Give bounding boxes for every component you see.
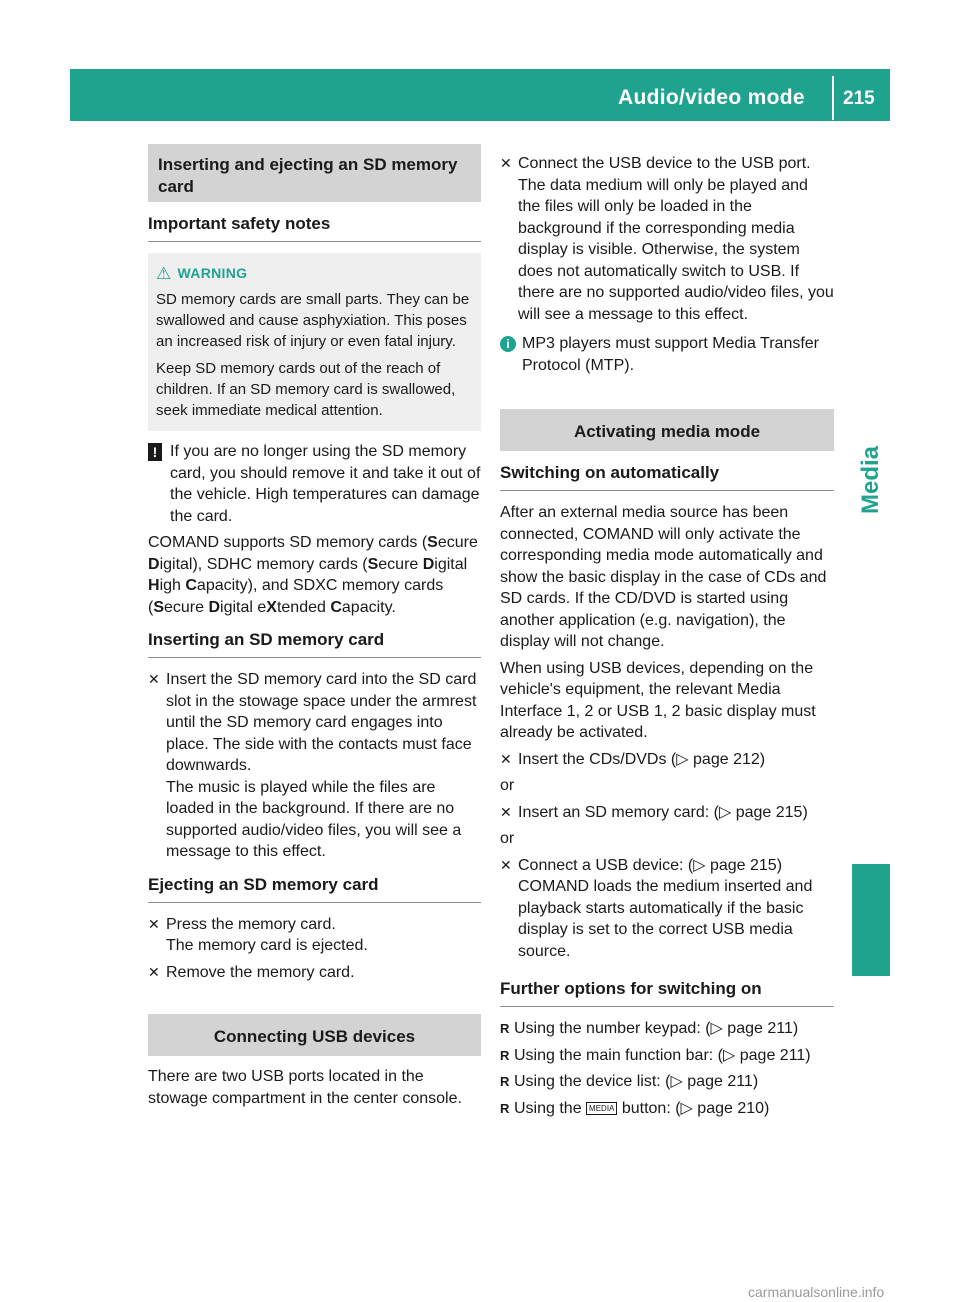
step-insert-sd-card [500, 802, 834, 824]
step-press-card [148, 914, 481, 957]
side-tab-marker [852, 864, 890, 976]
or-separator: or [500, 777, 515, 794]
heading-inserting-sd: Inserting an SD memory card [148, 629, 481, 658]
bullet-icon: R [500, 1074, 510, 1089]
heading-switching-auto: Switching on automatically [500, 462, 834, 491]
info-note-text: MP3 players must support Media Transfer Protocol (MTP). [522, 335, 820, 374]
step-arrow-icon: ✕ [148, 915, 160, 932]
info-note-mtp [500, 333, 834, 376]
page-ref-arrow-icon: ▷ [723, 1046, 736, 1064]
page-number: 215 [843, 88, 875, 109]
bullet-icon: R [500, 1100, 510, 1116]
list-item: R Using the MEDIA button: (▷ page 210) [500, 1098, 834, 1120]
page-ref-arrow-icon: ▷ [670, 1073, 683, 1090]
bullet-icon: R [500, 1047, 510, 1063]
step-connect-usb-port-text: Connect the USB device to the USB port. [518, 155, 811, 172]
page-ref-arrow-icon: ▷ [676, 750, 689, 768]
heading-safety-notes: Important safety notes [148, 213, 481, 242]
usb-ports-text: There are two USB ports located in the stowage compartment in the center console. [148, 1068, 462, 1107]
step-arrow-icon: ✕ [148, 963, 160, 980]
page-ref-arrow-icon: ▷ [718, 803, 732, 821]
warning-label: WARNING [177, 265, 248, 281]
warning-title [156, 263, 473, 284]
step-insert-cds-text: Insert the CDs/DVDs (▷ page 212) [518, 750, 766, 768]
step-insert-sd-result: The music is played while the files are loaded in the background. If there are no supported audio/video files, you will see a message to this effect. [166, 778, 462, 860]
step-remove-card-text: Remove the memory card. [166, 963, 355, 981]
warning-text-2: Keep SD memory cards out of the reach of children. If an SD memory card is swallowed, seek immediate medical attention. [156, 360, 456, 419]
step-arrow-icon: ✕ [500, 750, 512, 767]
step-remove-card [148, 962, 481, 984]
right-column [500, 153, 834, 1124]
step-press-card-result: The memory card is ejected. [166, 937, 368, 954]
page-ref-arrow-icon: ▷ [680, 1099, 693, 1117]
warning-triangle-icon: ⚠ [156, 264, 172, 283]
step-insert-sd-text: Insert the SD memory card into the SD card slot in the stowage space under the armrest until the SD memory card engages into place. The side with the contacts must face downwards. [166, 671, 477, 774]
supported-cards-paragraph: COMAND supports SD memory cards (Secure Digital), SDHC memory cards (Secure Digital High Capacity), and SDXC memory cards (Secure Digital eXtended Capacity. [148, 534, 478, 616]
step-arrow-icon: ✕ [500, 803, 512, 820]
paragraph-external-media: After an external media source has been connected, COMAND will only activate the corresponding media mode automatically and show the basic display in the case of CDs and SD cards. If the CD/DVD is started using another application (e.g. navigation), the display will not change. [500, 504, 827, 650]
left-column [148, 144, 481, 1114]
bullet-icon: R [500, 1021, 510, 1036]
heading-further-options: Further options for switching on [500, 978, 834, 1007]
page-header-title: Audio/video mode [618, 86, 805, 109]
list-item: R Using the number keypad: (▷ page 211) [500, 1018, 834, 1040]
list-item: R Using the device list: (▷ page 211) [500, 1071, 834, 1093]
step-connect-usb-device-result: COMAND loads the medium inserted and playback starts automatically if the basic display is set to the correct USB media source. [518, 878, 813, 960]
step-insert-sd-card-text: Insert an SD memory card: (▷ page 215) [518, 803, 808, 821]
material-damage-note [148, 441, 481, 527]
side-tab-label: Media [857, 445, 885, 515]
page-ref-arrow-icon: ▷ [693, 856, 706, 874]
paragraph-usb-devices: When using USB devices, depending on the vehicle's equipment, the relevant Media Interface 1, 2 or USB 1, 2 basic display must already be activated. [500, 659, 816, 741]
step-arrow-icon: ✕ [500, 155, 512, 171]
step-insert-sd [148, 669, 481, 863]
heading-ejecting-sd: Ejecting an SD memory card [148, 874, 481, 903]
media-button-icon: MEDIA [586, 1102, 617, 1115]
step-connect-usb-port-result: The data medium will only be played and the files will only be loaded in the background if the corresponding media display is visible. Otherwise, the system does not automatically switch to USB. If there are no supported audio/video files, you will see a message to this effect. [518, 176, 834, 323]
exclamation-icon: ! [148, 443, 162, 461]
step-arrow-icon: ✕ [500, 856, 512, 873]
side-tab [852, 420, 890, 540]
warning-text-1: SD memory cards are small parts. They can be swallowed and cause asphyxiation. This poses an increased risk of injury or even fatal injury. [156, 291, 470, 350]
section-title-usb: Connecting USB devices [148, 1014, 481, 1056]
step-insert-cds [500, 749, 834, 771]
list-item: R Using the main function bar: (▷ page 211) [500, 1045, 834, 1067]
note-text: If you are no longer using the SD memory card, you should remove it and take it out of the vehicle. High temperatures can damage the card. [170, 443, 481, 525]
page-ref-arrow-icon: ▷ [710, 1020, 723, 1037]
step-connect-usb-device-text: Connect a USB device: (▷ page 215) [518, 856, 783, 874]
watermark: carmanualsonline.info [748, 1284, 885, 1300]
step-press-card-text: Press the memory card. [166, 915, 336, 933]
step-connect-usb-port [500, 153, 834, 325]
info-icon: i [500, 336, 516, 352]
step-arrow-icon: ✕ [148, 671, 160, 687]
section-title-sd-card: Inserting and ejecting an SD memory card [148, 144, 481, 202]
warning-box [148, 253, 481, 431]
or-separator: or [500, 830, 515, 847]
step-connect-usb-device [500, 855, 834, 963]
header-divider [832, 76, 834, 120]
section-title-activating: Activating media mode [500, 409, 834, 451]
